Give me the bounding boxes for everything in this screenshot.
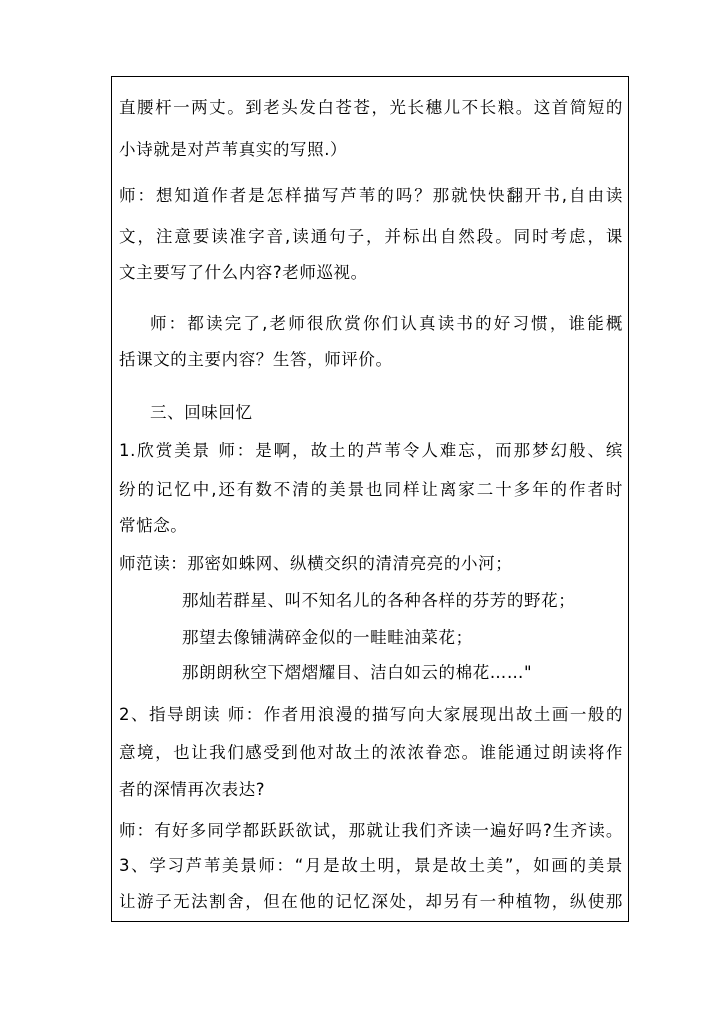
text-line-12: 师范读：那密如蛛网、纵横交织的清清亮亮的小河； [119, 554, 513, 573]
text-line-6: 师：都读完了,老师很欣赏你们认真读书的好习惯，谁能概 [150, 314, 623, 333]
text-line-11: 常惦念。 [119, 516, 188, 535]
text-line-13: 那灿若群星、叫不知名儿的各种各样的芬芳的野花； [182, 591, 576, 610]
text-line-17: 意境，也让我们感受到他对故土的浓浓眷恋。谁能通过朗读将作 [119, 743, 623, 762]
text-line-7: 括课文的主要内容？生答，师评价。 [119, 350, 393, 369]
text-line-21: 让游子无法割舍，但在他的记忆深处，却另有一种植物，纵使那 [119, 892, 623, 911]
text-line-16: 2、指导朗读 师：作者用浪漫的描写向大家展现出故土画一般的 [119, 705, 623, 724]
text-line-10: 纷的记忆中,还有数不清的美景也同样让离家二十多年的作者时 [119, 480, 623, 499]
text-line-4: 文，注意要读准字音,读通句子，并标出自然段。同时考虑，课 [119, 227, 623, 246]
text-line-1: 直腰杆一两丈。到老头发白苍苍，光长穗儿不长粮。这首简短的 [119, 98, 623, 117]
text-line-18: 者的深情再次表达? [119, 780, 266, 799]
text-line-5: 文主要写了什么内容?老师巡视。 [119, 263, 368, 282]
text-line-19: 师：有好多同学都跃跃欲试，那就让我们齐读一遍好吗?生齐读。 [119, 821, 623, 840]
text-line-3: 师：想知道作者是怎样描写芦苇的吗？那就快快翻开书,自由读 [119, 186, 623, 205]
text-line-15: 那朗朗秋空下熠熠耀目、洁白如云的棉花……" [182, 663, 533, 682]
text-line-14: 那望去像铺满碎金似的一畦畦油菜花； [182, 628, 473, 647]
text-line-2: 小诗就是对芦苇真实的写照.） [119, 140, 348, 159]
text-line-9: 1.欣赏美景 师：是啊，故土的芦苇令人难忘，而那梦幻般、缤 [119, 441, 623, 460]
text-line-20: 3、学习芦苇美景师：“月是故土明，景是故土美”，如画的美景 [119, 856, 623, 875]
section-heading: 三、回味回忆 [150, 403, 253, 422]
